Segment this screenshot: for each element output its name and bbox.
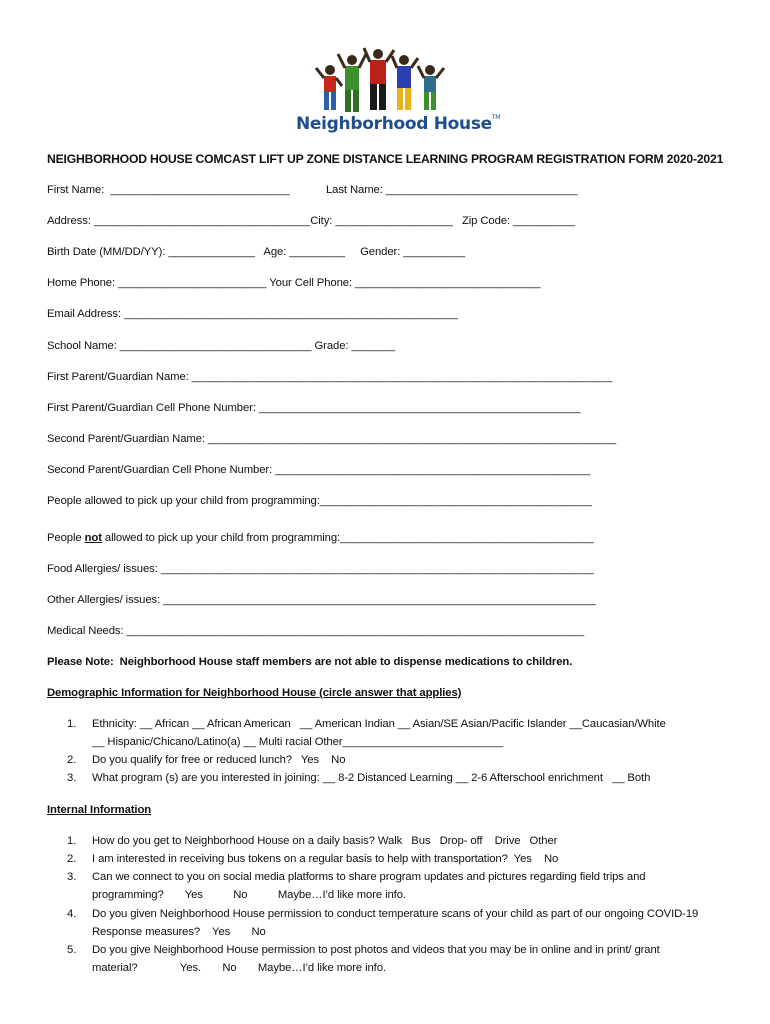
temperature-scan-question[interactable]: Do you given Neighborhood House permission to conduct temperature scans of your child as part of our ongoing COVID-19 bbox=[92, 908, 699, 920]
form-title: NEIGHBORHOOD HOUSE COMCAST LIFT UP ZONE DISTANCE LEARNING PROGRAM REGISTRATION FORM 2020-2021 bbox=[47, 152, 724, 166]
parent2-name-field[interactable]: Second Parent/Guardian Name: __________________________________________________________________ bbox=[47, 433, 617, 445]
last-name-field[interactable]: Last Name: _______________________________ bbox=[326, 184, 578, 196]
demographic-item-number: 1. bbox=[67, 718, 77, 730]
social-media-question[interactable]: Can we connect to you on social media platforms to share program updates and pictures regarding field trips and bbox=[92, 871, 646, 883]
address-line[interactable]: Address: ___________________________________City: ___________________ Zip Code: __________ bbox=[47, 215, 575, 227]
phone-line[interactable]: Home Phone: ________________________ Your Cell Phone: ______________________________ bbox=[47, 277, 541, 289]
medical-needs-field[interactable]: Medical Needs: __________________________________________________________________________ bbox=[47, 625, 585, 637]
bus-tokens-question[interactable]: I am interested in receiving bus tokens on a regular basis to help with transportation? Yes No bbox=[92, 853, 559, 865]
reduced-lunch-question[interactable]: Do you qualify for free or reduced lunch? Yes No bbox=[92, 754, 346, 766]
ethnicity-question[interactable]: Ethnicity: __ African __ African American __ American Indian __ Asian/SE Asian/Pacific Islander __Caucasian/White bbox=[92, 718, 666, 730]
internal-item-number: 1. bbox=[67, 835, 77, 847]
transport-question[interactable]: How do you get to Neighborhood House on a daily basis? Walk Bus Drop- off Drive Other bbox=[92, 835, 558, 847]
first-name-field[interactable]: First Name: _____________________________ bbox=[47, 184, 290, 196]
food-allergies-field[interactable]: Food Allergies/ issues: ______________________________________________________________________ bbox=[47, 563, 594, 575]
program-interest-question[interactable]: What program (s) are you interested in joining: __ 8-2 Distanced Learning __ 2-6 Afterschool enrichment __ Both bbox=[92, 772, 651, 784]
email-field[interactable]: Email Address: ______________________________________________________ bbox=[47, 308, 458, 320]
not-emphasis: not bbox=[84, 532, 102, 544]
pickup-not-allowed-field[interactable]: People not allowed to pick up your child from programming:_________________________________________ bbox=[47, 532, 594, 544]
neighborhood-house-logo bbox=[296, 44, 501, 140]
social-media-question-cont[interactable]: programming? Yes No Maybe…I’d like more info. bbox=[92, 889, 406, 901]
children-figures-logo-icon bbox=[308, 44, 458, 116]
school-grade-line[interactable]: School Name: _______________________________ Grade: _______ bbox=[47, 340, 395, 352]
other-allergies-field[interactable]: Other Allergies/ issues: ______________________________________________________________________ bbox=[47, 594, 596, 606]
parent2-cell-field[interactable]: Second Parent/Guardian Cell Phone Number: ___________________________________________________ bbox=[47, 464, 591, 476]
internal-heading: Internal Information bbox=[47, 804, 152, 816]
internal-item-number: 4. bbox=[67, 908, 77, 920]
logo-wordmark: Neighborhood House™ bbox=[296, 114, 501, 134]
photo-permission-question-cont[interactable]: material? Yes. No Maybe…I’d like more info. bbox=[92, 962, 386, 974]
birth-age-gender-line[interactable]: Birth Date (MM/DD/YY): ______________ Age: _________ Gender: __________ bbox=[47, 246, 466, 258]
parent1-name-field[interactable]: First Parent/Guardian Name: ____________________________________________________________________ bbox=[47, 371, 613, 383]
demographic-heading: Demographic Information for Neighborhood House (circle answer that applies) bbox=[47, 687, 462, 699]
demographic-item-number: 2. bbox=[67, 754, 77, 766]
medication-note: Please Note: Neighborhood House staff members are not able to dispense medications to children. bbox=[47, 656, 573, 668]
internal-item-number: 3. bbox=[67, 871, 77, 883]
internal-item-number: 2. bbox=[67, 853, 77, 865]
parent1-cell-field[interactable]: First Parent/Guardian Cell Phone Number: ____________________________________________________ bbox=[47, 402, 581, 414]
demographic-item-number: 3. bbox=[67, 772, 77, 784]
temperature-scan-question-cont[interactable]: Response measures? Yes No bbox=[92, 926, 266, 938]
photo-permission-question[interactable]: Do you give Neighborhood House permission to post photos and videos that you may be in online and in print/ grant bbox=[92, 944, 660, 956]
pickup-allowed-field[interactable]: People allowed to pick up your child from programming:____________________________________________ bbox=[47, 495, 592, 507]
ethnicity-question-cont[interactable]: __ Hispanic/Chicano/Latino(a) __ Multi racial Other__________________________ bbox=[92, 736, 504, 748]
internal-item-number: 5. bbox=[67, 944, 77, 956]
